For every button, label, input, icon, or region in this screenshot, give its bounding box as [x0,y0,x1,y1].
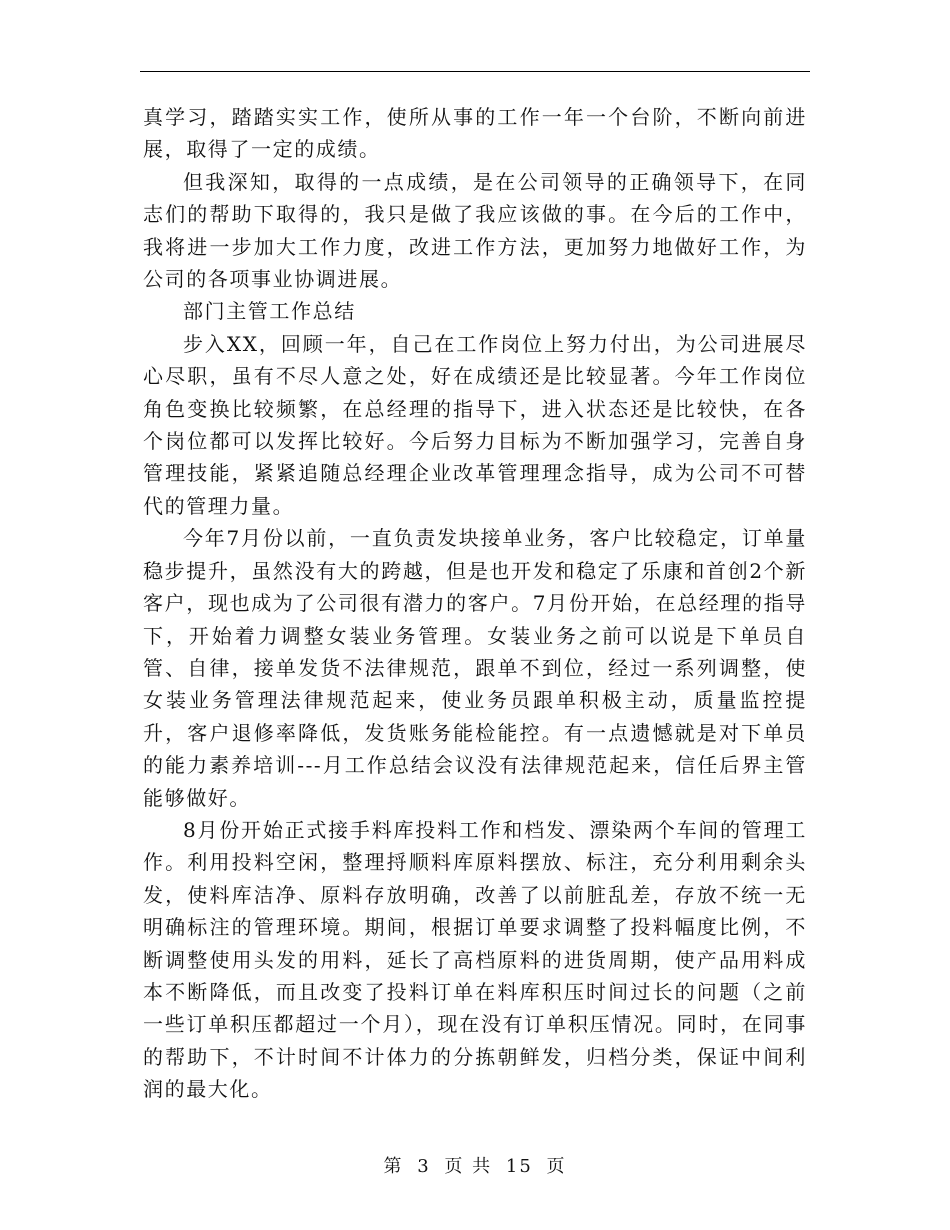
footer-current-page: 3 [417,1156,431,1177]
page-footer [0,1152,950,1178]
footer-middle: 页 共 [444,1156,493,1177]
paragraph-4: 今年7月份以前，一直负责发块接单业务，客户比较稳定，订单量稳步提升，虽然没有大的跨越，但是也开发和稳定了乐康和首创2个新客户，现也成为了公司很有潜力的客户。7月份开始，在总经理的指导下，开始着力调整女装业务管理。女装业务之前可以说是下单员自管、自律，接单发货不法律规范，跟单不到位，经过一系列调整，使女装业务管理法律规范起来，使业务员跟单积极主动，质量监控提升，客户退修率降低，发货账务能检能控。有一点遗憾就是对下单员的能力素养培训---月工作总结会议没有法律规范起来，信任后界主管能够做好。 [143,526,807,810]
paragraph-5: 8月份开始正式接手料库投料工作和档发、漂染两个车间的管理工作。利用投料空闲，整理捋顺料库原料摆放、标注，充分利用剩余头发，使料库洁净、原料存放明确，改善了以前脏乱差，存放不统一无明确标注的管理环境。期间，根据订单要求调整了投料幅度比例，不断调整使用头发的用料，延长了高档原料的进货周期，使产品用料成本不断降低，而且改变了投料订单在料库积压时间过长的问题（之前一些订单积压都超过一个月），现在没有订单积压情况。同时，在同事的帮助下，不计时间不计体力的分拣朝鲜发，归档分类，保证中间利润的最大化。 [143,817,807,1102]
header-rule [140,71,810,72]
footer-total-pages: 15 [505,1156,533,1177]
paragraph-3: 步入XX，回顾一年，自己在工作岗位上努力付出，为公司进展尽心尽职，虽有不尽人意之处，好在成绩还是比较显著。今年工作岗位角色变换比较频繁，在总经理的指导下，进入状态还是比较快，在各个岗位都可以发挥比较好。今后努力目标为不断加强学习，完善自身管理技能，紧紧追随总经理企业改革管理理念指导，成为公司不可替代的管理力量。 [143,331,807,518]
document-body [143,101,807,1106]
footer-prefix: 第 [383,1156,404,1177]
paragraph-1: 真学习，踏踏实实工作，使所从事的工作一年一个台阶，不断向前进展，取得了一定的成绩。 [143,105,807,162]
footer-suffix: 页 [546,1156,567,1177]
section-heading: 部门主管工作总结 [183,299,356,324]
paragraph-2: 但我深知，取得的一点成绩，是在公司领导的正确领导下，在同志们的帮助下取得的，我只是做了我应该做的事。在今后的工作中，我将进一步加大工作力度，改进工作方法，更加努力地做好工作，为公司的各项事业协调进展。 [143,169,807,292]
